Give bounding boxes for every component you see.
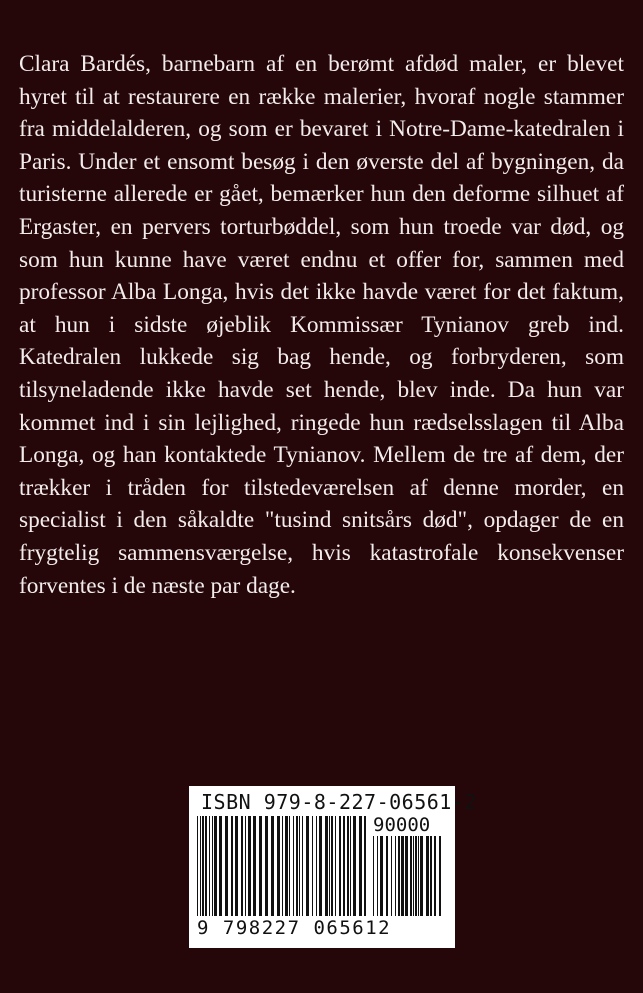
barcode-bar [347, 816, 349, 916]
barcode-bar [401, 836, 404, 916]
barcode-bar [293, 816, 294, 916]
barcode-bar [380, 836, 383, 916]
barcode-bar [225, 816, 228, 916]
barcode-bar [299, 816, 300, 916]
barcode-bar [319, 816, 322, 916]
barcode-bar [335, 816, 336, 916]
isbn-label: ISBN 979-8-227-06561-2 [201, 790, 477, 814]
barcode-bar [391, 836, 392, 916]
barcode-bar [353, 816, 356, 916]
barcode-bar [265, 816, 268, 916]
barcode-bar [410, 836, 412, 916]
barcode-bar [434, 836, 436, 916]
barcode-bar [241, 816, 243, 916]
barcode-bar [398, 836, 400, 916]
barcode-bar [426, 836, 429, 916]
barcode-bar [202, 816, 204, 916]
back-cover-blurb: Clara Bardés, barnebarn af en berømt afdød maler, er blevet hyret til at restaurere en række malerier, hvoraf nogle stammer fra middelalderen, og som er bevaret i Notre-Dame-katedralen i Paris. Under et ensomt besøg i den øverste del af bygningen, da turisterne allerede er gået, bemærker hun den deforme silhuet af Ergaster, en pervers torturbøddel, som hun troede var død, og som hun kunne have været endnu et offer for, sammen med professor Alba Longa, hvis det ikke havde været for det faktum, at hun i sidste øjeblik Kommissær Tynianov greb ind. Katedralen lukkede sig bag hende, og forbryderen, som tilsyneladende ikke havde set hende, blev inde. Da hun var kommet ind i sin lejlighed, ringede hun rædselsslagen til Alba Longa, og han kontaktede Tynianov. Mellem de tre af dem, der trækker i tråden for tilstedeværelsen af denne morder, en specialist i den såkaldte "tusind snitsårs død", opdager de en frygtelig sammensværgelse, hvis katastrofale konsekvenser forventes i de næste par dage. [19, 51, 624, 599]
barcode-bar [214, 816, 217, 916]
barcode-bar [289, 816, 290, 916]
barcode-bar [306, 816, 309, 916]
ean5-addon-bars [371, 836, 447, 916]
barcode-bar [439, 836, 441, 916]
barcode-bar [329, 816, 330, 916]
barcode-bar [359, 816, 362, 916]
barcode-bar [219, 816, 222, 916]
barcode-bar [302, 816, 303, 916]
barcode-bar [420, 836, 423, 916]
barcode-bar [285, 816, 288, 916]
barcode-bar [200, 816, 201, 916]
barcode-bar [259, 816, 262, 916]
ean-digits: 9 798227 065612 [197, 917, 392, 939]
barcode-bar [253, 816, 256, 916]
barcode-bar [350, 816, 351, 916]
barcode-bar [430, 836, 432, 916]
barcode-bar [271, 816, 274, 916]
price-code: 90000 [373, 814, 431, 836]
ean13-bars [195, 816, 367, 916]
barcode-bar [415, 836, 417, 916]
barcode-bar [312, 816, 313, 916]
barcode-bar [413, 836, 414, 916]
barcode-bar [364, 816, 366, 916]
barcode-bar [386, 836, 388, 916]
barcode-bar [231, 816, 233, 916]
isbn-barcode [189, 786, 477, 948]
barcode-bar [395, 836, 396, 916]
barcode-bar [343, 816, 345, 916]
barcode-bar [277, 816, 280, 916]
barcode-bar [248, 816, 251, 916]
barcode-bar [373, 836, 374, 916]
barcode-bar [316, 816, 317, 916]
barcode-bar [212, 816, 213, 916]
barcode-bar [418, 836, 419, 916]
barcode-bar [339, 816, 341, 916]
barcode-bar [296, 816, 298, 916]
barcode-bar [209, 816, 210, 916]
barcode-bar [282, 816, 283, 916]
barcode-bar [205, 816, 207, 916]
barcode-bar [245, 816, 246, 916]
barcode-bar [331, 816, 333, 916]
barcode-bar [235, 816, 238, 916]
barcode-bar [325, 816, 328, 916]
barcode-bar [377, 836, 378, 916]
barcode-bar [197, 816, 198, 916]
barcode-bar [405, 836, 408, 916]
